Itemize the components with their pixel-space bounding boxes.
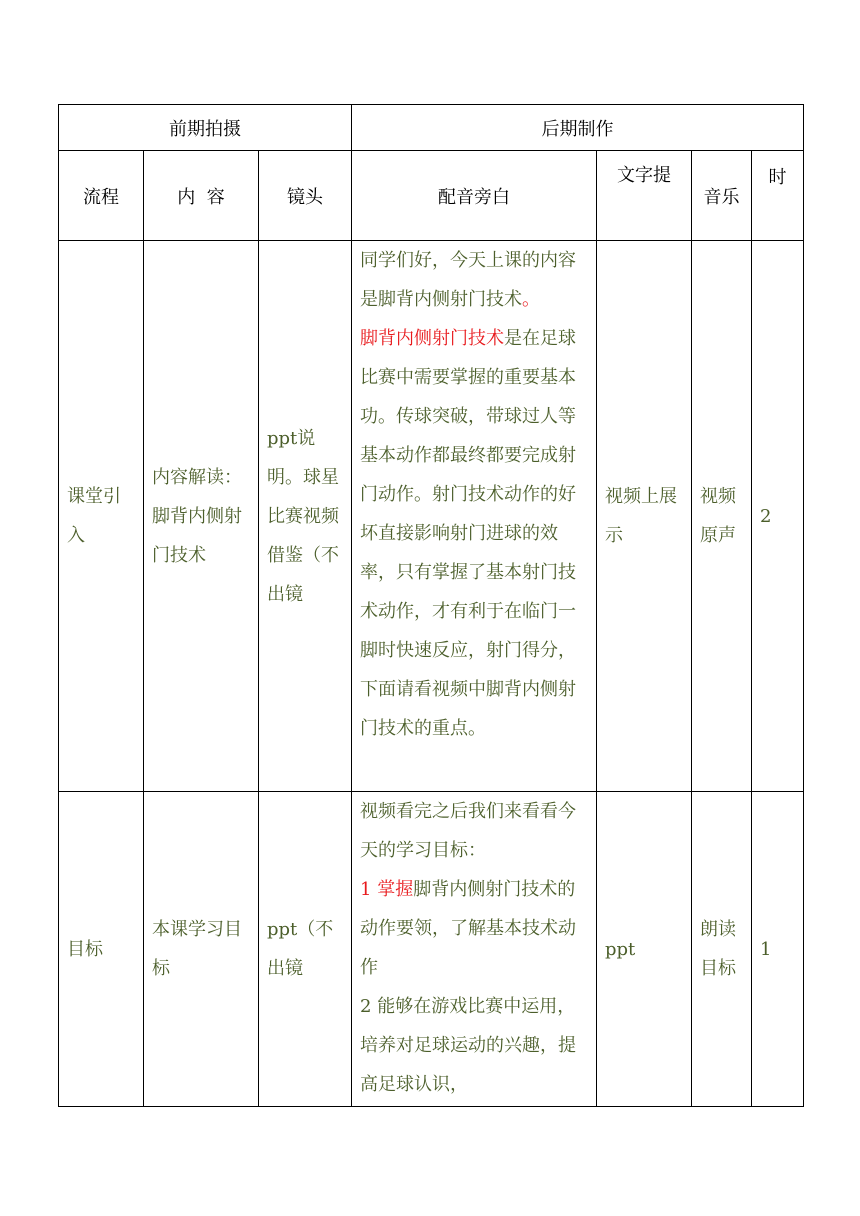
- row2-shot-text: ppt（不出镜: [267, 919, 334, 979]
- row1-shot-text: ppt说明。球星比赛视频借鉴（不出镜: [267, 427, 339, 605]
- row2-flow: [59, 792, 144, 1107]
- row2-time: [752, 792, 804, 1107]
- row2-flow-text: 目标: [67, 938, 103, 960]
- row1-content: [144, 241, 259, 792]
- row2-shot: [259, 792, 352, 1107]
- row2-narration: [352, 792, 597, 1107]
- table-row: [59, 792, 804, 1107]
- row2-narration-intro: 视频看完之后我们来看看今天的学习目标：: [360, 801, 577, 861]
- row1-content-text: 内容解读：脚背内侧射门技术: [152, 466, 242, 566]
- row1-flow: [59, 241, 144, 792]
- row1-shot: [259, 241, 352, 792]
- row2-caption-text: ppt: [605, 938, 636, 960]
- row1-caption: [597, 241, 692, 792]
- col-time-label: 时: [768, 167, 787, 188]
- storyboard-table: [58, 104, 804, 1107]
- row2-music: [692, 792, 752, 1107]
- row1-music: [692, 241, 752, 792]
- row2-time-text: 1: [760, 938, 772, 960]
- row1-narration-p2: 是在足球比赛中需要掌握的重要基本功。传球突破，带球过人等基本动作都最终都要完成射门动作。射门技术动作的好坏直接影响射门进球的效率，只有掌握了基本射门技术动作，才有利于在临门一脚时快速反应，射门得分，下面请看视频中脚背内侧射门技术的重点。: [360, 328, 577, 739]
- col-content: 内 容: [144, 151, 259, 241]
- group-pre-production: 前期拍摄: [59, 105, 352, 151]
- row2-goal1-highlight: 1 掌握: [360, 879, 414, 900]
- row2-content-text: 本课学习目标: [152, 919, 242, 979]
- row2-music-text: 朗读目标: [700, 919, 737, 979]
- group-post-production: 后期制作: [352, 105, 804, 151]
- col-shot: 镜头: [259, 151, 352, 241]
- column-header-row: [59, 151, 804, 241]
- row2-goal2: 2 能够在游戏比赛中运用，培养对足球运动的兴趣，提高足球认识，: [360, 996, 577, 1095]
- row1-caption-text: 视频上展示: [605, 486, 678, 546]
- row1-narration: [352, 241, 597, 792]
- row1-flow-text: 课堂引入: [67, 486, 121, 546]
- row1-music-text: 视频原声: [700, 486, 737, 546]
- col-caption-label: 文字提: [617, 165, 672, 186]
- row1-time: [752, 241, 804, 792]
- row1-time-text: 2: [760, 505, 772, 527]
- col-music: 音乐: [692, 151, 752, 241]
- row1-narration-text: [352, 241, 596, 748]
- row2-content: [144, 792, 259, 1107]
- row1-narration-p1-end: 。: [522, 289, 541, 310]
- col-flow: 流程: [59, 151, 144, 241]
- row2-narration-text: [352, 792, 596, 1104]
- row2-caption: [597, 792, 692, 1107]
- col-narration: 配音旁白: [352, 151, 597, 241]
- col-time: [752, 151, 804, 241]
- group-header-row: [59, 105, 804, 151]
- row1-narration-p1: 同学们好，今天上课的内容是脚背内侧射门技术: [360, 250, 577, 310]
- row1-narration-highlight: 脚背内侧射门技术: [360, 328, 505, 349]
- col-caption: [597, 151, 692, 241]
- table-row: [59, 241, 804, 792]
- row2-goal1: 脚背内侧射门技术的动作要领，了解基本技术动作: [360, 879, 577, 978]
